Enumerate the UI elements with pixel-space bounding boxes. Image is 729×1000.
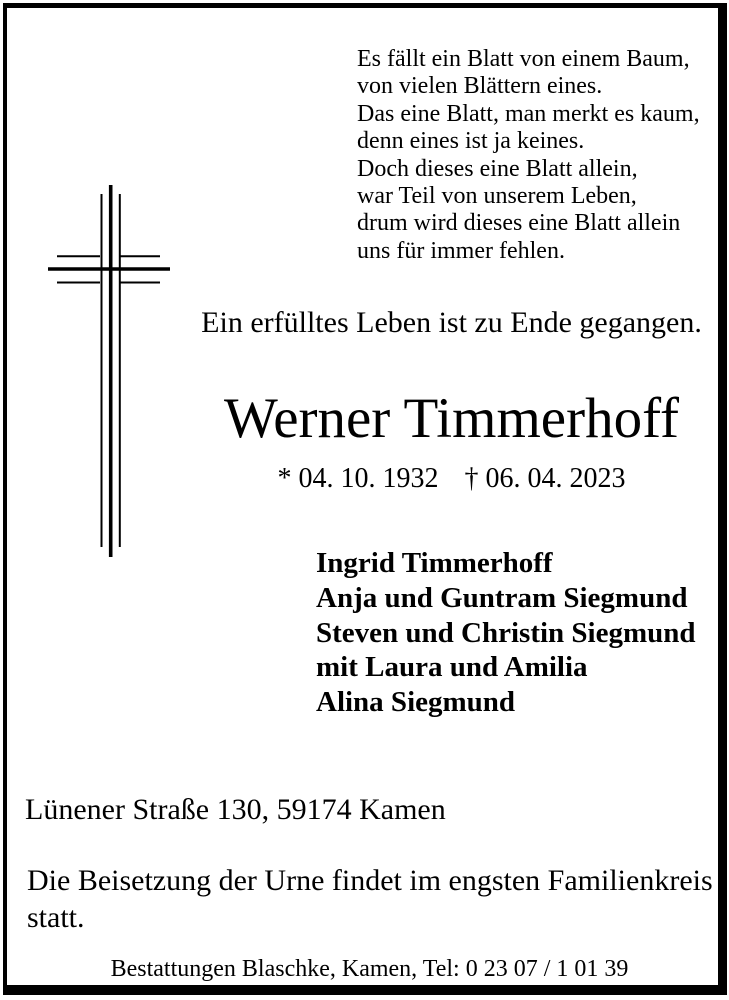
mourner-line: Alina Siegmund	[316, 686, 516, 719]
address-line: Lünener Straße 130, 59174 Kamen	[25, 793, 446, 826]
intro-line: Ein erfülltes Leben ist zu Ende gegangen.	[201, 306, 702, 339]
deceased-name: Werner Timmerhoff	[223, 387, 680, 450]
funeral-info-line: statt.	[27, 900, 85, 934]
poem-line: drum wird dieses eine Blatt allein	[357, 210, 681, 237]
death-date: † 06. 04. 2023	[464, 463, 626, 494]
funeral-info	[27, 863, 713, 936]
birth-date: * 04. 10. 1932	[277, 463, 439, 494]
funeral-info-line: Die Beisetzung der Urne findet im engsten Familienkreis	[27, 864, 713, 897]
poem-line: Das eine Blatt, man merkt es kaum,	[357, 100, 700, 127]
funeral-home-line: Bestattungen Blaschke, Kamen, Tel: 0 23 07 / 1 01 39	[110, 956, 629, 982]
mourner-line: Ingrid Timmerhoff	[316, 547, 553, 579]
poem-line: Doch dieses eine Blatt allein,	[357, 155, 638, 182]
mourners-list	[316, 546, 696, 720]
mourner-line: Anja und Guntram Siegmund	[316, 581, 688, 614]
life-dates	[180, 463, 723, 495]
memorial-poem	[357, 46, 700, 265]
mourner-line: mit Laura und Amilia	[316, 651, 588, 684]
poem-line: uns für immer fehlen.	[357, 237, 565, 264]
poem-line: denn eines ist ja keines.	[357, 128, 585, 155]
poem-line: war Teil von unserem Leben,	[357, 183, 637, 210]
poem-line: Es fällt ein Blatt von einem Baum,	[357, 46, 690, 72]
poem-line: von vielen Blättern eines.	[357, 73, 603, 100]
mourner-line: Steven und Christin Siegmund	[316, 616, 696, 649]
cross-icon	[46, 183, 172, 559]
